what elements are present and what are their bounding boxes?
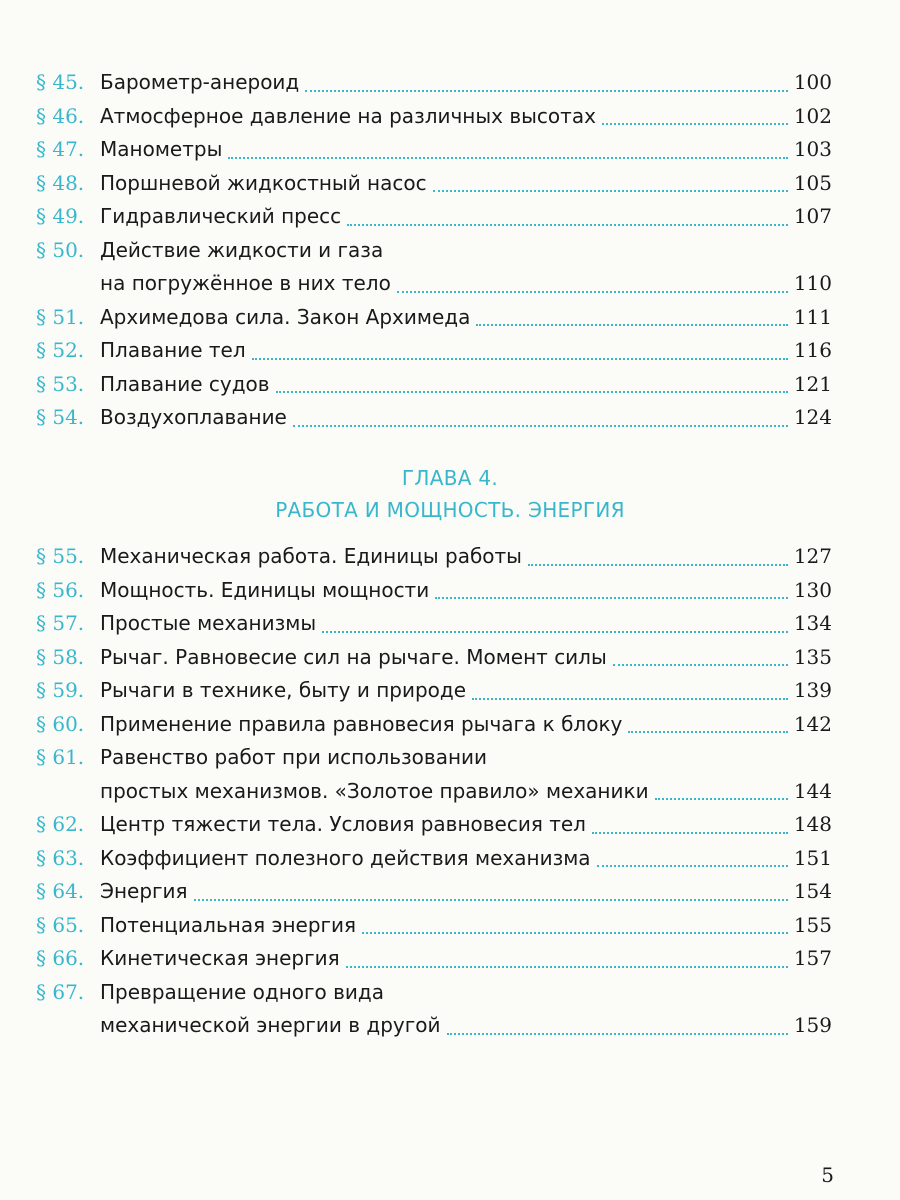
section-title: Мощность. Единицы мощности <box>100 577 430 602</box>
leader-dots <box>293 425 788 427</box>
section-title-line-1: Превращение одного вида <box>100 979 385 1004</box>
page-folio: 5 <box>821 1163 834 1187</box>
section-title: Плавание судов <box>100 371 270 396</box>
section-number: § 52. <box>36 338 85 362</box>
section-title: Механическая работа. Единицы работы <box>100 544 522 568</box>
toc-entry[interactable] <box>36 301 832 335</box>
section-number: § 62. <box>36 812 85 836</box>
page-number: 157 <box>793 946 832 970</box>
page-number: 127 <box>793 544 832 568</box>
leader-dots <box>346 966 788 968</box>
section-number: § 66. <box>36 946 85 970</box>
toc-entry[interactable] <box>36 167 832 201</box>
toc-entry[interactable] <box>36 842 832 876</box>
section-number: § 58. <box>36 644 85 669</box>
toc-entry[interactable] <box>36 334 832 368</box>
chapter-label: ГЛАВА 4. <box>401 466 499 490</box>
toc-entry[interactable] <box>36 875 832 909</box>
section-number: § 45. <box>36 70 85 94</box>
leader-dots <box>362 932 788 934</box>
section-number: § 48. <box>36 170 85 195</box>
leader-dots <box>305 90 788 92</box>
section-number: § 55. <box>36 544 85 568</box>
section-title: Воздухоплавание <box>100 405 287 429</box>
toc-entry[interactable] <box>36 909 832 943</box>
toc-entry[interactable] <box>36 976 832 1043</box>
toc-entry[interactable] <box>36 741 832 808</box>
toc-entry[interactable] <box>36 200 832 234</box>
leader-dots <box>628 731 787 733</box>
page-number: 107 <box>793 204 832 228</box>
toc-entry[interactable] <box>36 66 832 100</box>
toc-entry[interactable] <box>36 368 832 402</box>
section-title: Потенциальная энергия <box>100 912 357 937</box>
toc-entry[interactable] <box>36 674 832 708</box>
leader-dots <box>613 664 788 666</box>
leader-dots <box>347 224 788 226</box>
section-number: § 46. <box>36 103 85 128</box>
leader-dots <box>433 190 788 192</box>
section-number: § 65. <box>36 912 85 937</box>
section-title: Коэффициент полезного действия механизма <box>100 845 591 870</box>
page-number: 135 <box>793 644 832 669</box>
leader-dots <box>228 157 787 159</box>
leader-dots <box>602 123 788 125</box>
page-number: 151 <box>793 845 832 870</box>
section-number: § 61. <box>36 745 85 769</box>
section-title: Простые механизмы <box>100 611 317 635</box>
toc-entry[interactable] <box>36 133 832 167</box>
page-number: 110 <box>793 271 832 295</box>
section-number: § 63. <box>36 845 85 870</box>
section-title-line-2: механической энергии в другой <box>100 1013 441 1037</box>
section-number: § 47. <box>36 137 85 161</box>
section-title: Применение правила равновесия рычага к блоку <box>100 711 623 736</box>
section-number: § 50. <box>36 237 85 262</box>
page-number: 103 <box>793 137 832 161</box>
section-title: Кинетическая энергия <box>100 946 340 970</box>
chapter-title: РАБОТА И МОЩНОСТЬ. ЭНЕРГИЯ <box>275 498 625 522</box>
leader-dots <box>472 698 788 700</box>
leader-dots <box>655 798 788 800</box>
section-title: Центр тяжести тела. Условия равновесия тел <box>100 812 586 836</box>
section-title: Энергия <box>100 879 188 903</box>
page-number: 130 <box>793 577 832 602</box>
leader-dots <box>447 1033 788 1035</box>
section-title-line-2: простых механизмов. «Золотое правило» механики <box>100 778 649 803</box>
section-title-line-2: на погружённое в них тело <box>100 271 391 295</box>
section-number: § 60. <box>36 711 85 736</box>
page-number: 105 <box>793 170 832 195</box>
leader-dots <box>322 631 788 633</box>
toc-section-list-1 <box>36 66 832 435</box>
page-number: 124 <box>793 405 832 429</box>
toc-entry[interactable] <box>36 540 832 574</box>
section-title: Гидравлический пресс <box>100 204 342 228</box>
section-number: § 53. <box>36 371 85 396</box>
section-title: Рычаг. Равновесие сил на рычаге. Момент силы <box>100 644 607 669</box>
page-number: 142 <box>793 711 832 736</box>
leader-dots <box>252 358 788 360</box>
toc-entry[interactable] <box>36 234 832 301</box>
leader-dots <box>528 564 788 566</box>
section-number: § 56. <box>36 577 85 602</box>
leader-dots <box>597 865 788 867</box>
toc-entry[interactable] <box>36 401 832 435</box>
leader-dots <box>397 291 788 293</box>
page-number: 121 <box>793 371 832 396</box>
toc-entry[interactable] <box>36 708 832 742</box>
section-number: § 57. <box>36 611 85 635</box>
section-title: Манометры <box>100 137 223 161</box>
page-number: 116 <box>793 338 832 362</box>
section-number: § 49. <box>36 204 85 228</box>
leader-dots <box>276 391 788 393</box>
section-title: Барометр-анероид <box>100 70 300 94</box>
section-title: Рычаги в технике, быту и природе <box>100 678 467 702</box>
toc-entry[interactable] <box>36 607 832 641</box>
section-title-line-1: Действие жидкости и газа <box>100 237 384 262</box>
toc-entry[interactable] <box>36 574 832 608</box>
section-title-line-1: Равенство работ при использовании <box>100 745 488 769</box>
section-number: § 54. <box>36 405 85 429</box>
section-number: § 51. <box>36 304 85 329</box>
leader-dots <box>194 899 788 901</box>
page-number: 154 <box>793 879 832 903</box>
section-title: Поршневой жидкостный насос <box>100 170 427 195</box>
section-title: Атмосферное давление на различных высотах <box>100 103 596 128</box>
section-title: Архимедова сила. Закон Архимеда <box>100 304 471 329</box>
page-number: 134 <box>793 611 832 635</box>
page-number: 139 <box>793 678 832 702</box>
toc-entry[interactable] <box>36 100 832 134</box>
toc-entry[interactable] <box>36 808 832 842</box>
page-number: 148 <box>793 812 832 836</box>
page-number: 102 <box>793 103 832 128</box>
toc-entry[interactable] <box>36 942 832 976</box>
leader-dots <box>435 597 788 599</box>
section-number: § 59. <box>36 678 85 702</box>
page-number: 111 <box>793 304 832 329</box>
page-number: 100 <box>793 70 832 94</box>
toc-entry[interactable] <box>36 641 832 675</box>
page-number: 159 <box>793 1013 832 1037</box>
leader-dots <box>592 832 788 834</box>
page-number: 144 <box>793 778 832 803</box>
leader-dots <box>476 324 787 326</box>
section-title: Плавание тел <box>100 338 246 362</box>
section-number: § 64. <box>36 879 85 903</box>
page-number: 155 <box>793 912 832 937</box>
toc-section-list-2 <box>36 540 832 1043</box>
section-number: § 67. <box>36 979 85 1004</box>
